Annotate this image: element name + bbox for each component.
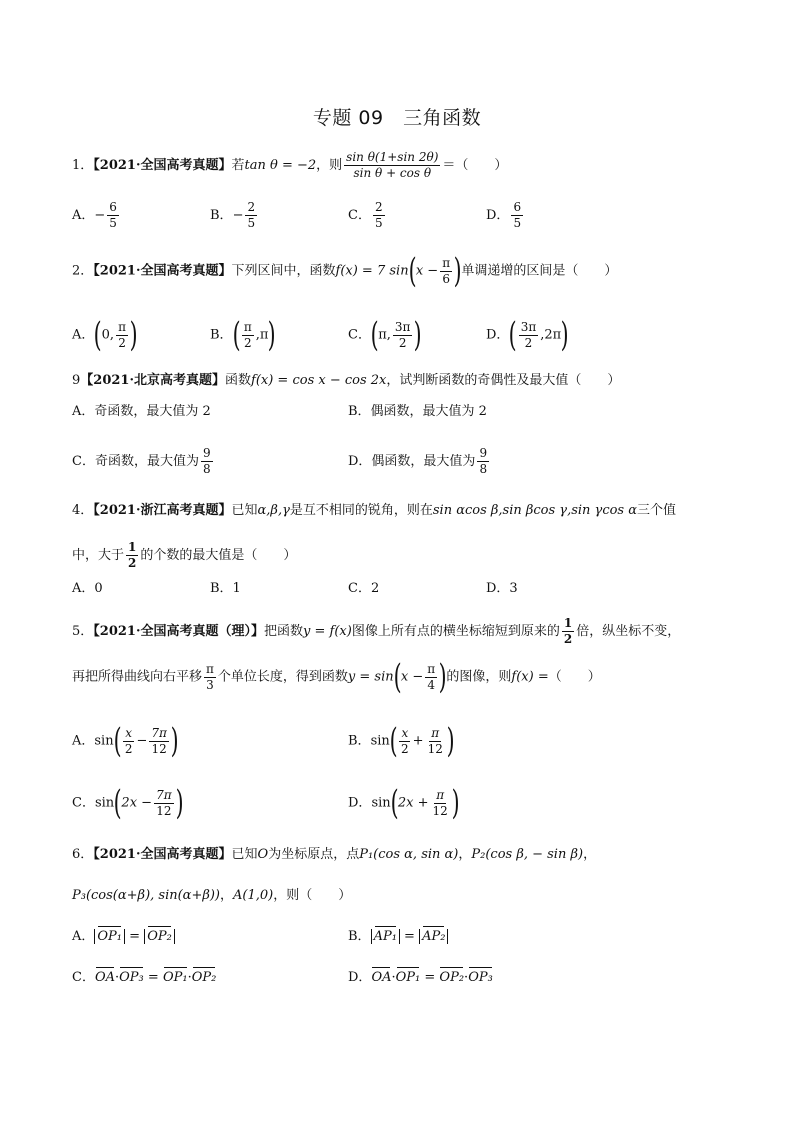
math-expression: A(1,0): [233, 888, 274, 903]
question-number: 4．: [72, 503, 94, 518]
option-b: B．1: [210, 581, 241, 596]
question-6-stem: 6．【2021·全国高考真题】已知O为坐标原点，点P₁(cos α, sin α)，P₂(cos β, − sin β)，: [72, 847, 597, 862]
option-d: D．偶函数，最大值为 $\frac{9}{8}$: [348, 446, 488, 476]
math-expression: tan θ = −2: [244, 158, 317, 173]
question-source: 【2021·北京高考真题】: [80, 373, 225, 388]
math-expression: α,β,γ: [257, 503, 290, 518]
option-d: D． $\frac{6}{5}$: [486, 200, 522, 230]
question-source: 【2021·全国高考真题】: [93, 263, 232, 279]
option-a: A．sin( $\frac{x}{2}$ − $\frac{7\pi}{12}$ ): [72, 721, 179, 761]
option-b: B．sin( $\frac{x}{2}$ + $\frac{\pi}{12}$ ): [348, 721, 455, 761]
option-b: B．偶函数，最大值为 2: [348, 404, 487, 419]
question-4-stem-line-2: 中，大于 $\frac{1}{2}$ 的个数的最大值是（ ）: [72, 540, 297, 570]
question-source: 【2021·全国高考真题】: [93, 847, 232, 862]
question-number: 9: [72, 373, 81, 388]
math-expression: sin αcos β,sin βcos γ,sin γcos α: [432, 503, 638, 518]
option-c: C．(π, $\frac{3\pi}{2}$ ): [348, 315, 423, 355]
math-expression: P₃(cos(α+β), sin(α+β)): [72, 888, 221, 903]
option-a: A．0: [72, 581, 103, 596]
question-3-stem: 9【2021·北京高考真题】函数f(x) = cos x − cos 2x，试判断函数的奇偶性及最大值（ ）: [72, 373, 621, 388]
question-1-stem: [72, 150, 507, 181]
question-source: 【2021·浙江高考真题】: [93, 503, 232, 518]
option-a: A．− $\frac{6}{5}$: [72, 200, 117, 230]
math-expression: P₁(cos α, sin α): [359, 847, 459, 862]
page-title: 专题 09 三角函数: [312, 107, 482, 129]
question-text: ＝（ ）: [442, 158, 508, 173]
fraction: $\frac{\text{sin θ(1+sin 2θ)}}{\text{sin θ + cos θ}}$: [346, 150, 439, 180]
question-source: 【2021·全国高考真题】: [93, 158, 232, 173]
option-b: B．− $\frac{2}{5}$: [210, 200, 256, 230]
option-d: D．3: [486, 581, 518, 596]
question-text: 若: [231, 158, 245, 173]
question-5-stem: 5．【2021·全国高考真题（理）】把函数y = f(x)图像上所有点的横坐标缩短到原来的 $\frac{1}{2}$ 倍，纵坐标不变，: [72, 616, 681, 646]
question-6-stem-line-2: P₃(cos(α+β), sin(α+β))，A(1,0)，则（ ）: [72, 888, 352, 903]
option-d: D．sin(2x + $\frac{\pi}{12}$ ): [348, 783, 460, 823]
question-text: ，则: [316, 158, 343, 173]
option-a: A．(0, $\frac{\pi}{2}$ ): [72, 315, 138, 355]
option-c: C．2: [348, 581, 380, 596]
option-a: A． OP₁ = OP₂: [72, 927, 175, 947]
option-d: D．( $\frac{3\pi}{2}$ ,2π): [486, 315, 569, 355]
math-expression: f(x) = cos x − cos 2x: [251, 373, 387, 388]
question-5-stem-line-2: 再把所得曲线向右平移 $\frac{\pi}{3}$ 个单位长度，得到函数y = sin(x − $\frac{\pi}{4}$ )的图像，则f(x) =（ ）: [72, 657, 601, 697]
option-b: B． AP₁ = AP₂: [348, 927, 448, 947]
math-expression: P₂(cos β, − sin β): [471, 847, 584, 862]
question-2-stem: 2．【2021·全国高考真题】下列区间中，函数f(x) = 7 sin(x − $\frac{\pi}{6}$ )单调递增的区间是（ ）: [72, 251, 618, 291]
question-number: 1．: [72, 158, 94, 173]
question-4-stem: 4．【2021·浙江高考真题】已知α,β,γ是互不相同的锐角，则在sin αcos β,sin βcos γ,sin γcos α三个值: [72, 503, 677, 518]
question-source: 【2021·全国高考真题（理）】: [93, 624, 264, 639]
math-expression: y = f(x): [303, 624, 352, 639]
option-a: A．奇函数，最大值为 2: [72, 404, 211, 419]
option-d: D．OA·OP₁ = OP₂·OP₃: [348, 968, 493, 988]
question-number: 5．: [72, 624, 94, 639]
option-c: C．OA·OP₃ = OP₁·OP₂: [72, 968, 216, 988]
question-number: 6．: [72, 847, 94, 862]
option-b: B．( $\frac{\pi}{2}$ ,π): [210, 315, 277, 355]
question-number: 2．: [72, 263, 94, 279]
option-c: C． $\frac{2}{5}$: [348, 200, 383, 230]
option-c: C．sin(2x − $\frac{7\pi}{12}$ ): [72, 783, 184, 823]
option-c: C．奇函数，最大值为 $\frac{9}{8}$: [72, 446, 211, 476]
math-expression: f(x) = 7 sin: [335, 263, 409, 279]
